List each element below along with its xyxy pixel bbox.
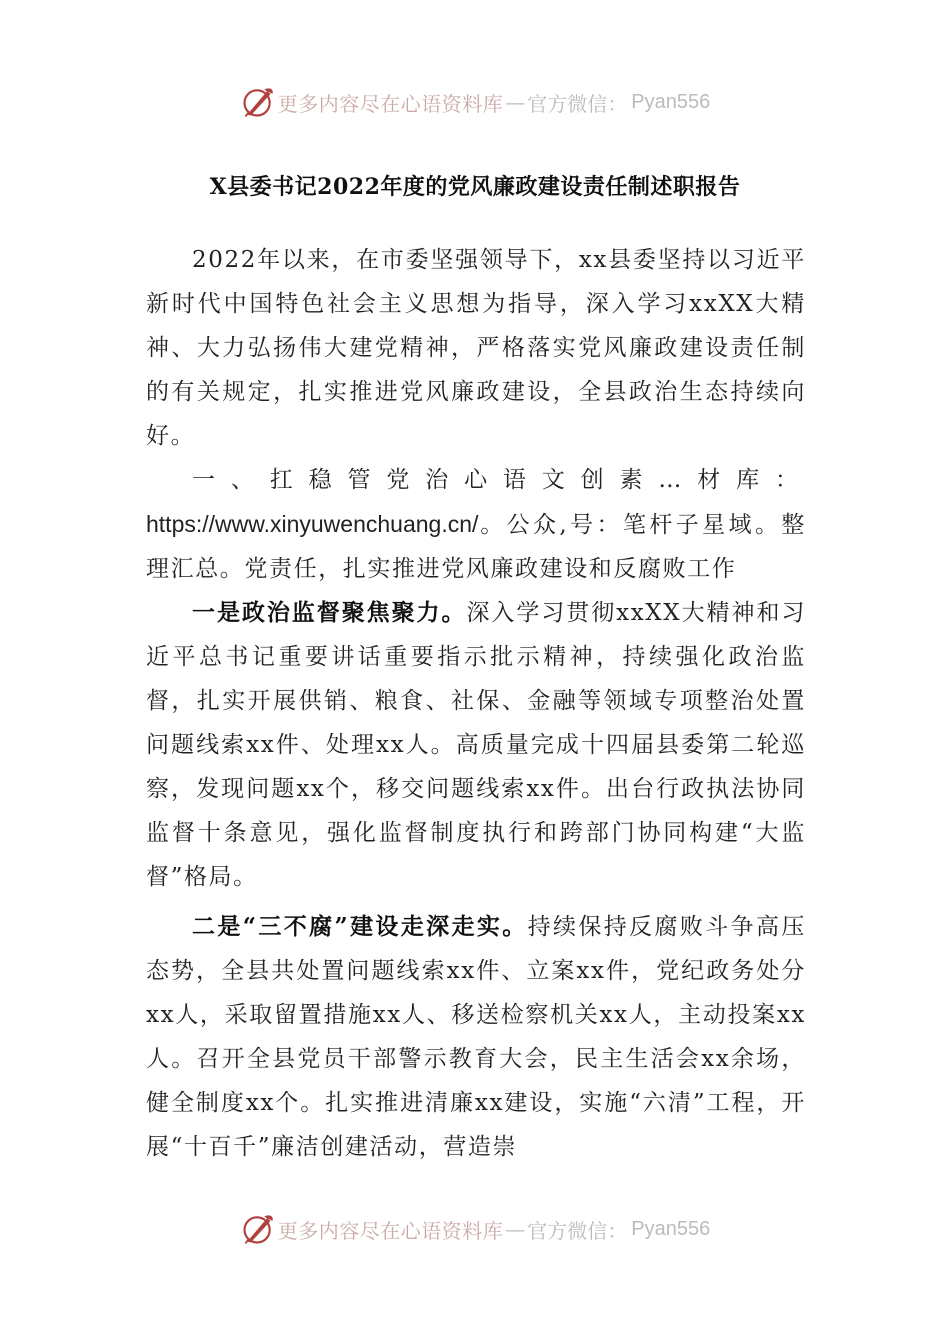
section-1-suffix: 。公众,号：笔杆子星域。整理汇总。党责任，扎实推进党风廉政建设和反腐败工作 [146,512,806,582]
banner-site-text: 更多内容尽在心语资料库 [277,91,504,116]
point-1-text: 深入学习贯彻xxXX大精神和习近平总书记重要讲话重要指示批示精神，持续强化政治监督，扎实开展供销、粮食、社保、金融等领域专项整治处置问题线索xx件、处理xx人。高质量完成十四届县委第二轮巡察，发现问题xx个，移交问题线索xx件。出台行政执法协同监督十条意见，强化监督制度执行和跨部门协同构建“大监督”格局。 [146,600,806,890]
document-body [146,238,806,1169]
banner-wechat-label: 官方微信： [527,1218,628,1243]
banner-separator: — [505,90,526,114]
banner-separator: — [505,1217,526,1241]
point-1-heading: 一是政治监督聚焦聚力。 [192,599,467,626]
point-1-paragraph [146,591,806,899]
section-1-paragraph [146,458,806,591]
point-2-text: 持续保持反腐败斗争高压态势，全县共处置问题线索xx件、立案xx件，党纪政务处分xx人，采取留置措施xx人、移送检察机关xx人，主动投案xx人。召开全县党员干部警示教育大会，民主生活会xx余场，健全制度xx个。扎实推进清廉xx建设，实施“六清”工程，开展“十百千”廉洁创建活动，营造崇 [146,914,806,1160]
document-title: X县委书记2022年度的党风廉政建设责任制述职报告 [209,174,741,200]
banner-site-text: 更多内容尽在心语资料库 [277,1218,504,1243]
intro-paragraph: 2022年以来，在市委坚强领导下，xx县委坚持以习近平新时代中国特色社会主义思想为指导，深入学习xxXX大精神、大力弘扬伟大建党精神，严格落实党风廉政建设责任制的有关规定，扎实推进党风廉政建设，全县政治生态持续向好。 [146,247,806,449]
point-2-paragraph [146,905,806,1169]
banner-wechat-id: Pyan556 [631,90,711,113]
header-banner [0,80,950,124]
section-1-url[interactable]: https://www.xinyuwenchuang.cn/ [146,511,479,537]
quill-logo-icon [240,1211,276,1247]
banner-wechat-id: Pyan556 [631,1217,711,1240]
footer-banner [0,1207,950,1251]
section-1-prefix: 一、扛稳管党治心语文创素…材库： [192,467,806,493]
banner-wechat-label: 官方微信： [527,91,628,116]
quill-logo-icon [240,84,276,120]
point-2-heading: 二是“三不腐”建设走深走实。 [192,913,528,940]
